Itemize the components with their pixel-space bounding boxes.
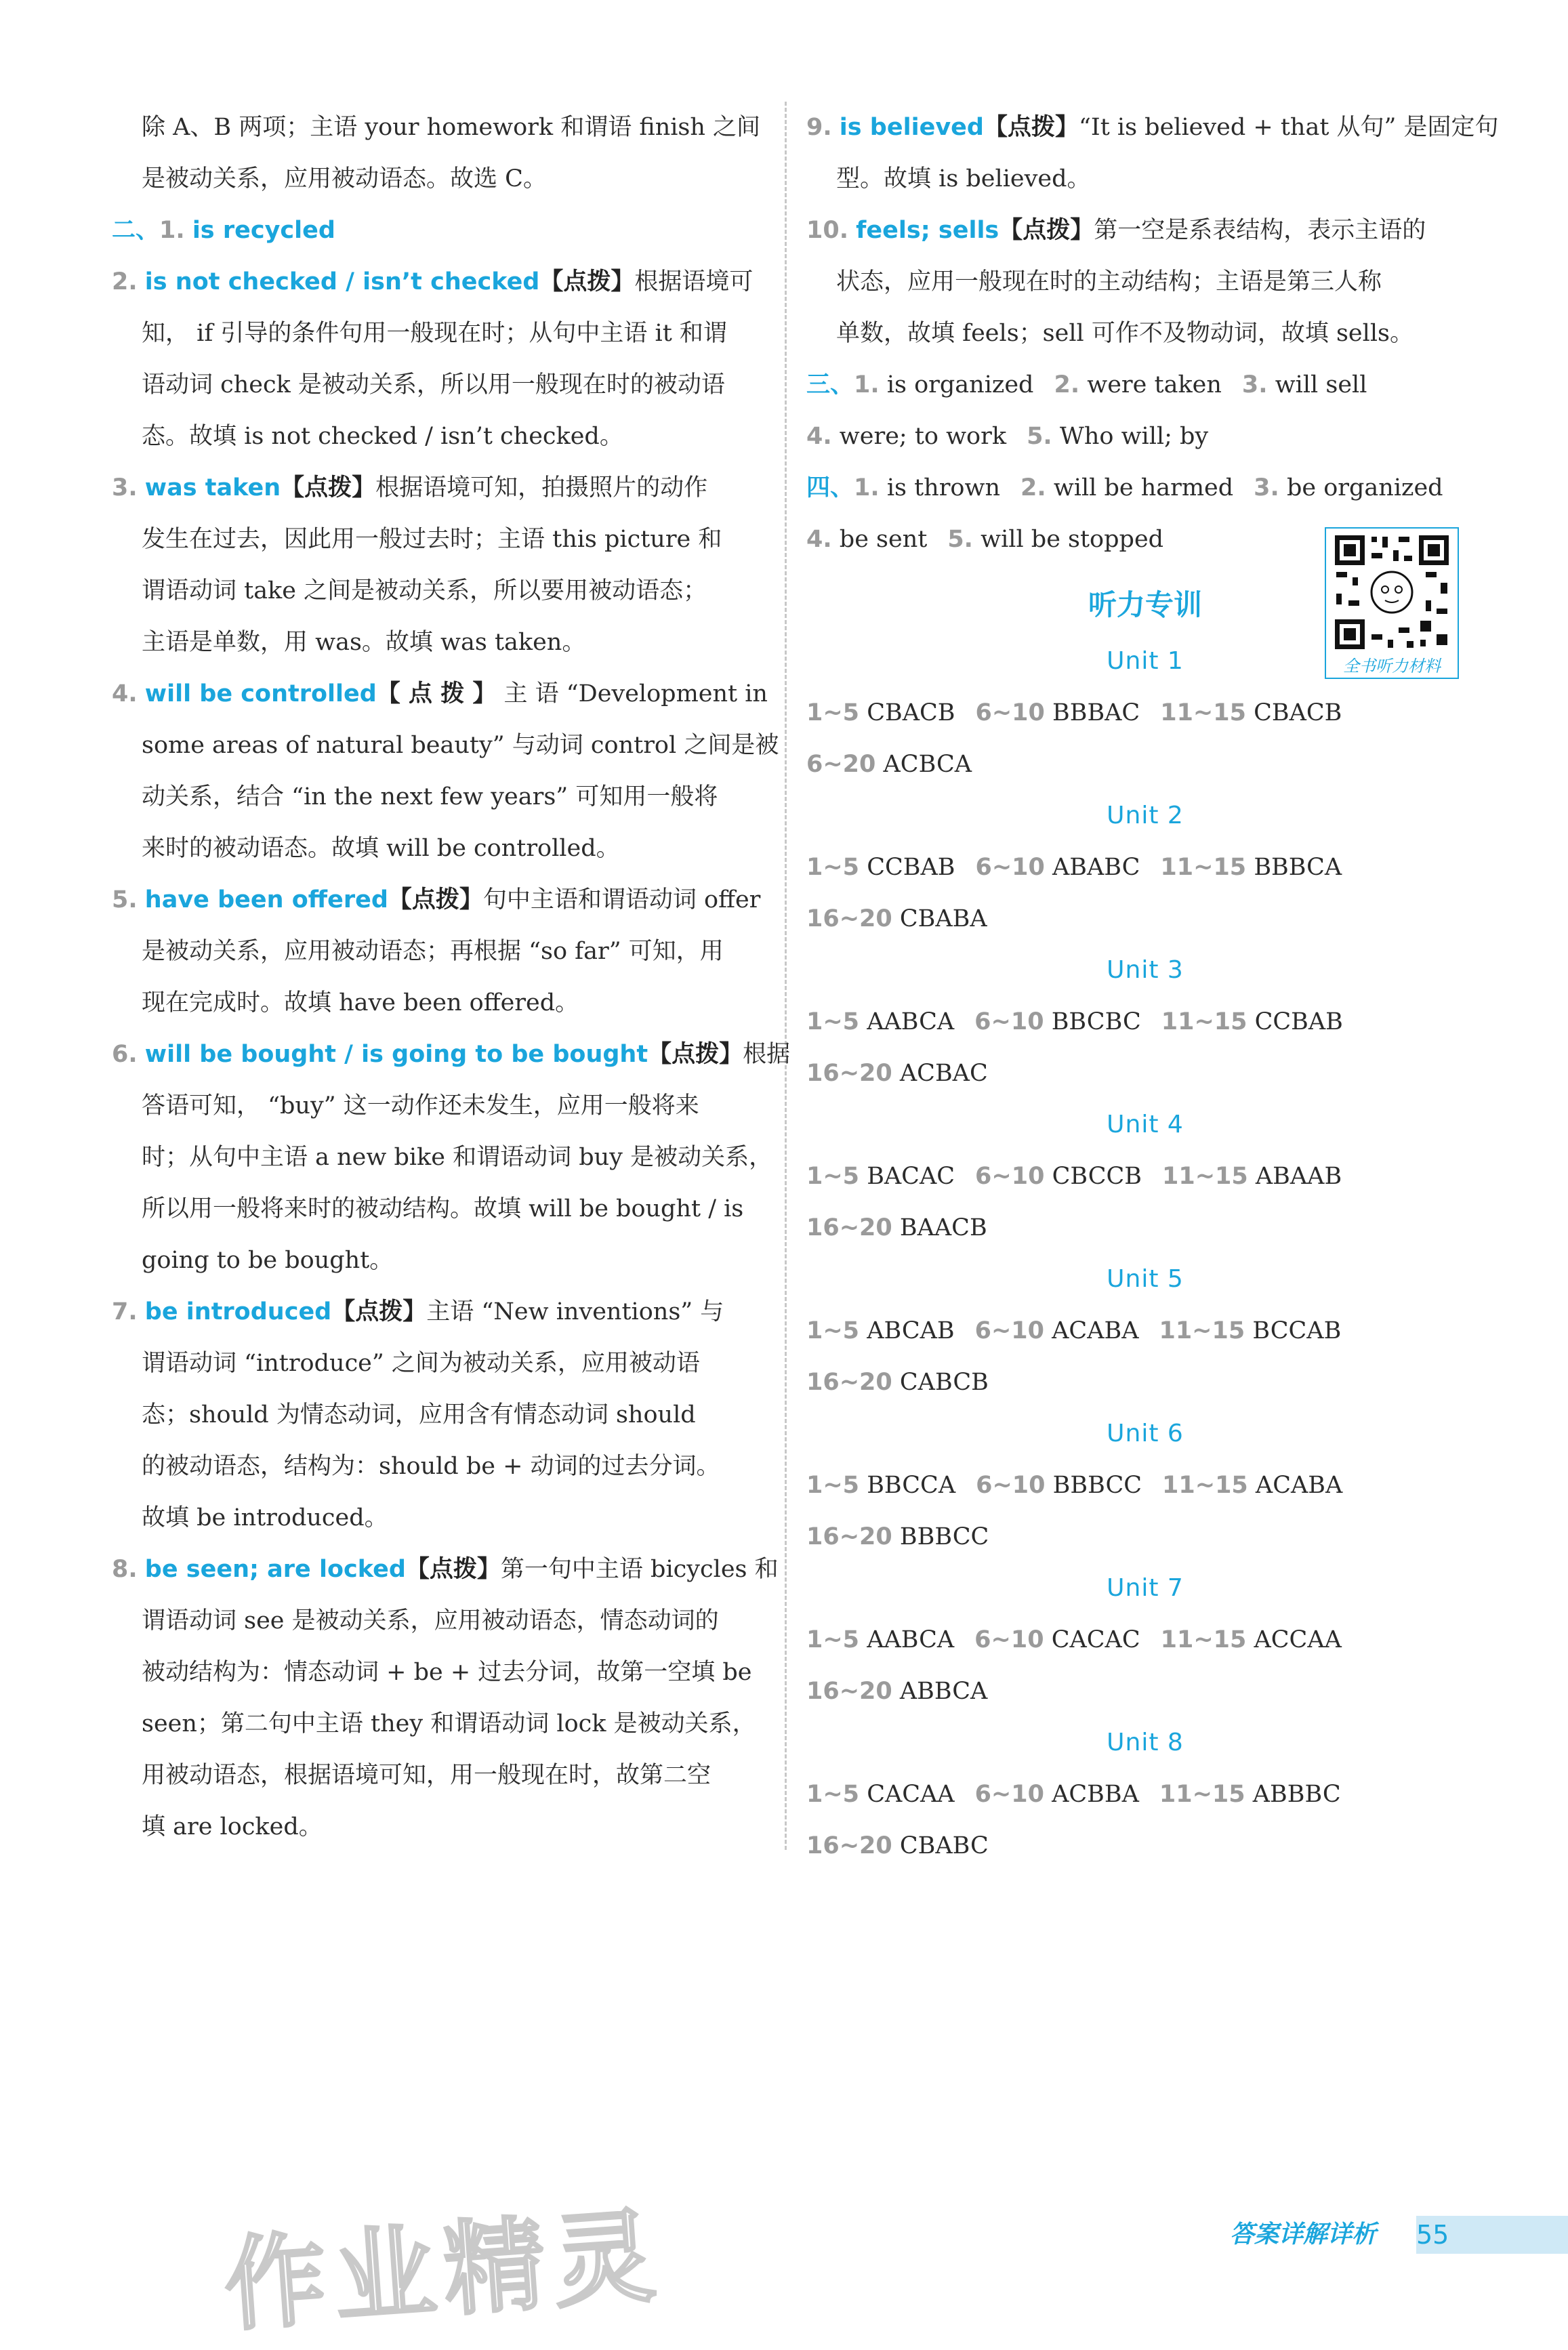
range-label: 1~5 xyxy=(806,1626,860,1653)
explanation-line: 来时的被动语态。故填 will be controlled。 xyxy=(142,835,620,862)
explanation-line: 被动结构为：情态动词 + be + 过去分词，故第一空填 be xyxy=(142,1659,752,1686)
question-10 xyxy=(806,205,1484,256)
unit-answers-row xyxy=(806,1305,1484,1357)
unit-title: Unit 6 xyxy=(1107,1420,1184,1447)
range-answers: CBACB xyxy=(867,699,955,726)
range-answers: CACAA xyxy=(867,1781,955,1808)
explanation-text: 第一空是系表结构，表示主语的 xyxy=(1094,217,1426,244)
question-8 xyxy=(112,1544,779,1595)
left-column xyxy=(112,102,791,1853)
section-2-label: 二、 xyxy=(112,217,160,244)
explanation-line: 答语可知， “buy” 这一动作还未发生，应用一般将来 xyxy=(142,1092,699,1119)
unit-answers-row xyxy=(806,739,1484,790)
range-answers: BACAC xyxy=(867,1163,955,1190)
explanation-line: 时；从句中主语 a new bike 和谓语动词 buy 是被动关系， xyxy=(142,1144,773,1171)
range-label: 11~15 xyxy=(1159,1317,1245,1344)
answer-text: will be bought / is going to be bought xyxy=(144,1041,648,1068)
range-answers: ACBAC xyxy=(899,1060,988,1087)
section-4-label: 四、 xyxy=(806,474,854,501)
explanation-line: 态。故填 is not checked / isn’t checked。 xyxy=(142,423,623,450)
range-label: 6~20 xyxy=(806,751,876,778)
item-answer: will sell xyxy=(1275,371,1367,398)
explanation-line: 所以用一般将来时的被动结构。故填 will be bought / is xyxy=(142,1195,744,1222)
explanation-line: going to be bought。 xyxy=(142,1247,394,1274)
hint-tag: 【点拨】 xyxy=(648,1041,743,1068)
explanation-line: 谓语动词 see 是被动关系，应用被动语态，情态动词的 xyxy=(142,1607,719,1634)
unit-block xyxy=(806,1099,1484,1254)
item-answer: is thrown xyxy=(886,474,1001,501)
explanation-line: 状态，应用一般现在时的主动结构；主语是第三人称 xyxy=(836,268,1382,295)
explanation-line: some areas of natural beauty” 与动词 control 之间是被 xyxy=(142,732,779,759)
item-answer: Who will; by xyxy=(1059,423,1209,450)
unit-answers-row xyxy=(806,1048,1484,1099)
question-2 xyxy=(112,256,762,308)
item-number: 3. xyxy=(1254,474,1279,501)
explanation-line: 谓语动词 “introduce” 之间为被动关系，应用被动语 xyxy=(142,1350,700,1377)
section-3-label: 三、 xyxy=(806,371,854,398)
explanation-line: 知， if 引导的条件句用一般现在时；从句中主语 it 和谓 xyxy=(142,320,727,347)
explanation-line: 主语是单数，用 was。故填 was taken。 xyxy=(142,629,586,656)
item-answer: be organized xyxy=(1286,474,1443,501)
range-answers: CACAC xyxy=(1051,1626,1140,1653)
range-answers: BAACB xyxy=(899,1214,987,1241)
hint-tag: 【点拨】 xyxy=(539,268,635,295)
unit-title: Unit 5 xyxy=(1107,1265,1184,1293)
hint-tag: 【 点 拨 】 xyxy=(376,680,497,707)
range-label: 6~10 xyxy=(974,1008,1044,1035)
range-label: 16~20 xyxy=(806,1832,892,1859)
explanation-line: 现在完成时。故填 have been offered。 xyxy=(142,989,579,1016)
range-label: 1~5 xyxy=(806,1781,860,1808)
explanation-line: 型。故填 is believed。 xyxy=(836,165,1091,192)
unit-block xyxy=(806,1563,1484,1717)
range-answers: ABCAB xyxy=(867,1317,955,1344)
range-answers: CBABA xyxy=(899,905,987,932)
hint-tag: 【点拨】 xyxy=(331,1298,427,1325)
range-label: 1~5 xyxy=(806,1163,860,1190)
answer-text: be seen; are locked xyxy=(144,1556,406,1583)
hint-tag: 【点拨】 xyxy=(281,474,376,501)
range-answers: BCCAB xyxy=(1252,1317,1342,1344)
item-answer: is organized xyxy=(886,371,1034,398)
unit-title: Unit 1 xyxy=(1107,647,1184,675)
range-answers: BBCCA xyxy=(867,1472,956,1499)
listening-section-title: 听力专训 xyxy=(1088,588,1202,621)
item-answer: will be stopped xyxy=(981,526,1164,553)
item-number: 5. xyxy=(947,526,973,553)
item-number: 4. xyxy=(806,526,832,553)
explanation-text: 根据 xyxy=(743,1041,791,1068)
unit-title: Unit 2 xyxy=(1107,802,1184,829)
range-label: 16~20 xyxy=(806,1523,892,1550)
range-answers: BBBAC xyxy=(1052,699,1140,726)
unit-answers-row xyxy=(806,1769,1484,1820)
range-label: 6~10 xyxy=(974,1317,1044,1344)
question-3 xyxy=(112,462,762,514)
range-label: 11~15 xyxy=(1159,1781,1245,1808)
unit-block xyxy=(806,1408,1484,1563)
explanation-line: 的被动语态，结构为：should be + 动词的过去分词。 xyxy=(142,1453,720,1480)
range-answers: ACBCA xyxy=(883,751,972,778)
unit-block xyxy=(806,1717,1484,1872)
question-number: 3. xyxy=(112,474,138,501)
item-number: 1. xyxy=(854,474,880,501)
question-number: 2. xyxy=(112,268,138,295)
unit-answers-row xyxy=(806,1820,1484,1872)
section-3-row-1 xyxy=(806,359,1484,411)
unit-block xyxy=(806,945,1484,1099)
unit-answers-row xyxy=(806,842,1484,893)
answer-text: be introduced xyxy=(144,1298,332,1325)
answer-text: was taken xyxy=(144,474,281,501)
answer-text: is believed xyxy=(839,114,984,141)
explanation-text: 根据语境可 xyxy=(634,268,754,295)
unit-answers-row xyxy=(806,1666,1484,1717)
range-answers: ABABC xyxy=(1052,854,1140,881)
question-7 xyxy=(112,1286,762,1338)
answer-text: will be controlled xyxy=(144,680,377,707)
item-answer: were; to work xyxy=(839,423,1007,450)
qr-code-label: 全书听力材料 xyxy=(1343,657,1441,676)
explanation-line: 用被动语态，根据语境可知，用一般现在时，故第二空 xyxy=(142,1762,711,1789)
intro-line-2: 是被动关系，应用被动语态。故选 C。 xyxy=(142,165,547,192)
range-answers: AABCA xyxy=(867,1626,955,1653)
unit-answers-row xyxy=(806,996,1484,1048)
question-6 xyxy=(112,1029,791,1080)
explanation-text: “It is believed + that 从句” 是固定句 xyxy=(1078,114,1499,141)
explanation-text: 主语 “New inventions” 与 xyxy=(426,1298,724,1325)
unit-answers-row xyxy=(806,1357,1484,1408)
item-number: 2. xyxy=(1054,371,1080,398)
unit-block xyxy=(806,790,1484,945)
question-number: 7. xyxy=(112,1298,138,1325)
qr-code-icon xyxy=(1332,533,1451,652)
explanation-text: 根据语境可知，拍摄照片的动作 xyxy=(375,474,708,501)
range-answers: ACCAA xyxy=(1254,1626,1342,1653)
range-label: 16~20 xyxy=(806,1060,892,1087)
question-number: 6. xyxy=(112,1041,138,1068)
question-number: 5. xyxy=(112,886,138,913)
item-number: 4. xyxy=(806,423,832,450)
item-number: 5. xyxy=(1027,423,1052,450)
right-column xyxy=(806,102,1499,1872)
unit-title: Unit 3 xyxy=(1107,956,1184,984)
range-answers: CABCB xyxy=(899,1369,989,1396)
explanation-text: 主 语 “Development in xyxy=(496,680,768,707)
range-answers: ABBCA xyxy=(899,1678,988,1705)
explanation-text: 句中主语和谓语动词 offer xyxy=(482,886,761,913)
item-number: 1. xyxy=(854,371,880,398)
range-label: 16~20 xyxy=(806,905,892,932)
unit-block xyxy=(806,1254,1484,1408)
range-label: 6~10 xyxy=(974,1626,1044,1653)
column-divider xyxy=(785,102,787,1850)
question-number: 8. xyxy=(112,1556,138,1583)
range-label: 1~5 xyxy=(806,1317,860,1344)
range-label: 11~15 xyxy=(1162,1472,1248,1499)
range-label: 6~10 xyxy=(976,1472,1046,1499)
range-label: 1~5 xyxy=(806,854,860,881)
item-answer: be sent xyxy=(839,526,928,553)
item-number: 3. xyxy=(1241,371,1268,398)
answer-text: is not checked / isn’t checked xyxy=(144,268,540,295)
hint-tag: 【点拨】 xyxy=(405,1556,501,1583)
range-answers: CCBAB xyxy=(1254,1008,1343,1035)
range-answers: ACABA xyxy=(1052,1317,1139,1344)
unit-answers-row xyxy=(806,1151,1484,1202)
question-number: 1. xyxy=(159,217,185,244)
hint-tag: 【点拨】 xyxy=(983,114,1079,141)
explanation-line: 单数，故填 feels；sell 可作不及物动词，故填 sells。 xyxy=(836,320,1414,347)
answer-text: is recycled xyxy=(192,217,335,244)
explanation-line: 动关系，结合 “in the next few years” 可知用一般将 xyxy=(142,783,718,810)
unit-answers-row xyxy=(806,1511,1484,1563)
question-1 xyxy=(112,205,762,256)
page-number: 55 xyxy=(1416,2220,1449,2250)
explanation-line: 是被动关系，应用被动语态；再根据 “so far” 可知，用 xyxy=(142,938,724,965)
item-number: 2. xyxy=(1020,474,1046,501)
question-number: 9. xyxy=(806,114,832,141)
range-label: 6~10 xyxy=(975,1163,1045,1190)
range-label: 16~20 xyxy=(806,1214,892,1241)
range-label: 1~5 xyxy=(806,1472,860,1499)
explanation-line: seen；第二句中主语 they 和谓语动词 lock 是被动关系， xyxy=(142,1710,756,1737)
explanation-line: 故填 be introduced。 xyxy=(142,1504,388,1531)
range-answers: CBABC xyxy=(899,1832,989,1859)
unit-answers-row xyxy=(806,687,1484,739)
range-answers: ABAAB xyxy=(1255,1163,1342,1190)
explanation-line: 语动词 check 是被动关系，所以用一般现在时的被动语 xyxy=(142,371,725,398)
range-answers: AABCA xyxy=(867,1008,955,1035)
explanation-line: 态；should 为情态动词，应用含有情态动词 should xyxy=(142,1401,696,1428)
range-answers: ACABA xyxy=(1255,1472,1343,1499)
hint-tag: 【点拨】 xyxy=(999,217,1094,244)
range-label: 1~5 xyxy=(806,699,860,726)
range-label: 6~10 xyxy=(974,1781,1044,1808)
range-answers: CBACB xyxy=(1254,699,1342,726)
section-4-row-1 xyxy=(806,462,1484,514)
unit-answers-row xyxy=(806,1460,1484,1511)
range-answers: BBBCA xyxy=(1254,854,1342,881)
unit-title: Unit 8 xyxy=(1107,1729,1184,1756)
explanation-line: 发生在过去，因此用一般过去时；主语 this picture 和 xyxy=(142,526,722,553)
qr-code[interactable] xyxy=(1325,527,1459,679)
question-number: 4. xyxy=(112,680,138,707)
section-3-row-2 xyxy=(806,411,1484,462)
unit-answers-row xyxy=(806,1202,1484,1254)
hint-tag: 【点拨】 xyxy=(388,886,483,913)
unit-answers-row xyxy=(806,893,1484,945)
range-answers: ABBBC xyxy=(1252,1781,1341,1808)
range-label: 11~15 xyxy=(1160,854,1247,881)
unit-answers-row xyxy=(806,1614,1484,1666)
answer-text: have been offered xyxy=(144,886,388,913)
unit-title: Unit 4 xyxy=(1107,1111,1184,1138)
explanation-text: 第一句中主语 bicycles 和 xyxy=(500,1556,779,1583)
question-number: 10. xyxy=(806,217,849,244)
range-answers: CBCCB xyxy=(1052,1163,1142,1190)
explanation-line: 谓语动词 take 之间是被动关系，所以要用被动语态； xyxy=(142,577,707,604)
question-5 xyxy=(112,874,762,926)
answer-text: feels; sells xyxy=(856,217,999,244)
range-label: 16~20 xyxy=(806,1678,892,1705)
range-label: 1~5 xyxy=(806,1008,860,1035)
item-answer: were taken xyxy=(1087,371,1222,398)
explanation-line: 填 are locked。 xyxy=(142,1813,323,1840)
range-label: 6~10 xyxy=(975,699,1045,726)
range-answers: BBCBC xyxy=(1051,1008,1141,1035)
intro-line-1: 除 A、B 两项；主语 your homework 和谓语 finish 之间 xyxy=(142,114,761,141)
footer-title: 答案详解详析 xyxy=(1230,2221,1377,2248)
range-label: 11~15 xyxy=(1162,1163,1248,1190)
range-answers: ACBBA xyxy=(1052,1781,1139,1808)
unit-title: Unit 7 xyxy=(1107,1574,1184,1602)
range-answers: CCBAB xyxy=(867,854,955,881)
range-label: 6~10 xyxy=(975,854,1045,881)
range-label: 16~20 xyxy=(806,1369,892,1396)
range-label: 11~15 xyxy=(1161,1008,1247,1035)
range-label: 11~15 xyxy=(1160,1626,1247,1653)
range-answers: BBBCC xyxy=(1052,1472,1142,1499)
question-4 xyxy=(112,668,768,720)
item-answer: will be harmed xyxy=(1053,474,1234,501)
range-label: 11~15 xyxy=(1160,699,1246,726)
question-9 xyxy=(806,102,1499,153)
watermark: 作业精灵 xyxy=(220,2197,667,2346)
range-answers: BBBCC xyxy=(899,1523,989,1550)
